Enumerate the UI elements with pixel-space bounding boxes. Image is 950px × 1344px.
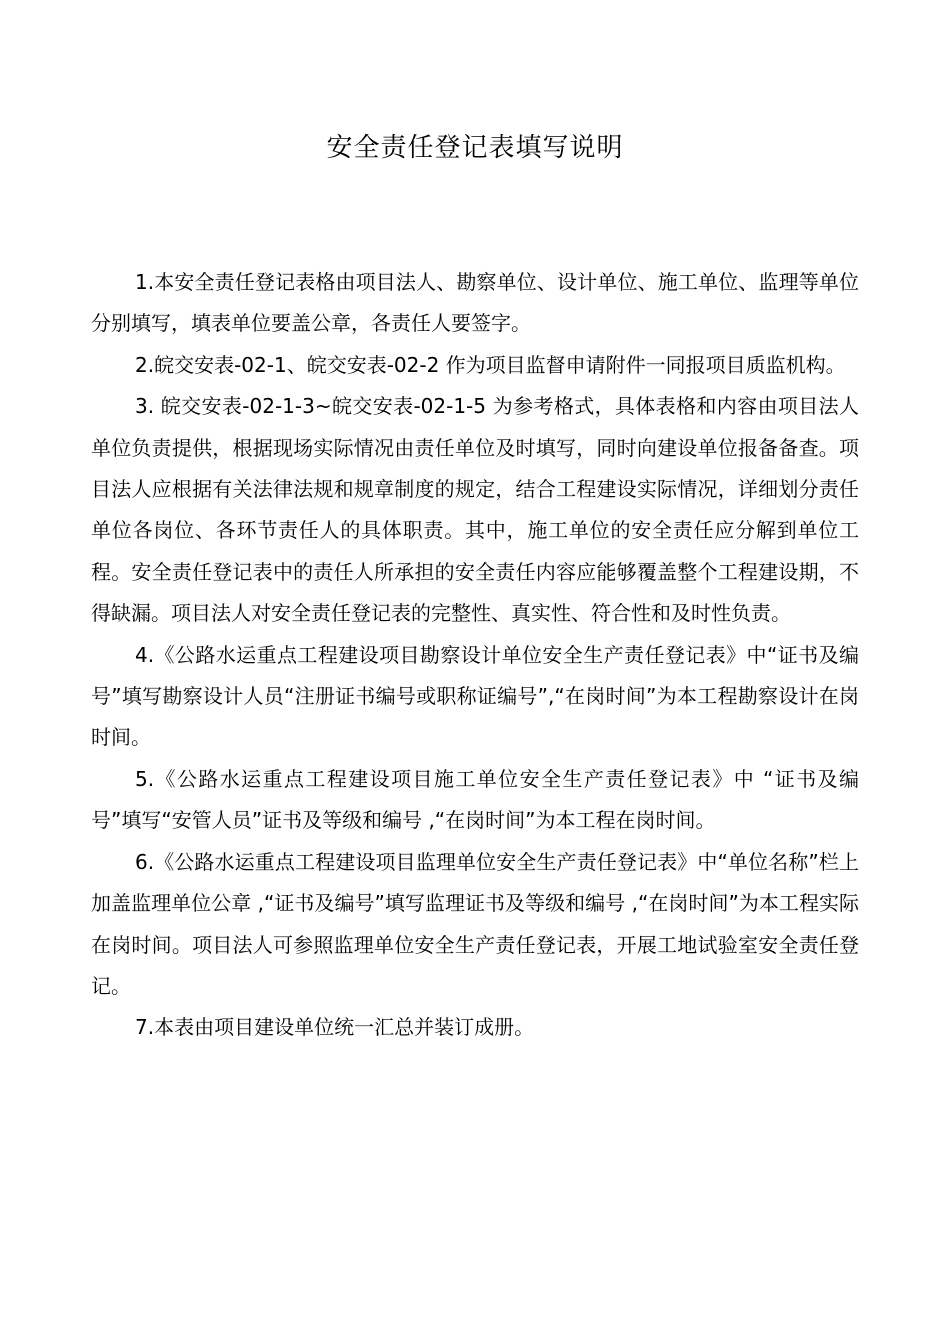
instructions-body xyxy=(91,262,859,1049)
instruction-item-4: 4.《公路水运重点工程建设项目勘察设计单位安全生产责任登记表》中“证书及编号”填写勘察设计人员“注册证书编号或职称证编号”,“在岗时间”为本工程勘察设计在岗时间。 xyxy=(91,642,859,750)
instruction-item-3: 3. 皖交安表-02-1-3~皖交安表-02-1-5 为参考格式，具体表格和内容由项目法人单位负责提供，根据现场实际情况由责任单位及时填写，同时向建设单位报备备查。项目法人应根据有关法律法规和规章制度的规定，结合工程建设实际情况，详细划分责任单位各岗位、各环节责任人的具体职责。其中，施工单位的安全责任应分解到单位工程。安全责任登记表中的责任人所承担的安全责任内容应能够覆盖整个工程建设期，不得缺漏。项目法人对安全责任登记表的完整性、真实性、符合性和及时性负责。 xyxy=(91,394,859,626)
instruction-item-1: 1.本安全责任登记表格由项目法人、勘察单位、设计单位、施工单位、监理等单位分别填写，填表单位要盖公章，各责任人要签字。 xyxy=(91,270,859,336)
instruction-item-6: 6.《公路水运重点工程建设项目监理单位安全生产责任登记表》中“单位名称”栏上加盖监理单位公章 ,“证书及编号”填写监理证书及等级和编号 ,“在岗时间”为本工程实际在岗时间。项目法人可参照监理单位安全生产责任登记表，开展工地试验室安全责任登记。 xyxy=(91,849,859,998)
instruction-item-2: 2.皖交安表-02-1、皖交安表-02-2 作为项目监督申请附件一同报项目质监机构。 xyxy=(135,352,846,377)
page-title: 安全责任登记表填写说明 xyxy=(326,133,624,163)
instruction-item-5: 5.《公路水运重点工程建设项目施工单位安全生产责任登记表》中 “证书及编号”填写“安管人员”证书及等级和编号 ,“在岗时间”为本工程在岗时间。 xyxy=(91,766,859,833)
instruction-item-7: 7.本表由项目建设单位统一汇总并装订成册。 xyxy=(135,1015,535,1040)
